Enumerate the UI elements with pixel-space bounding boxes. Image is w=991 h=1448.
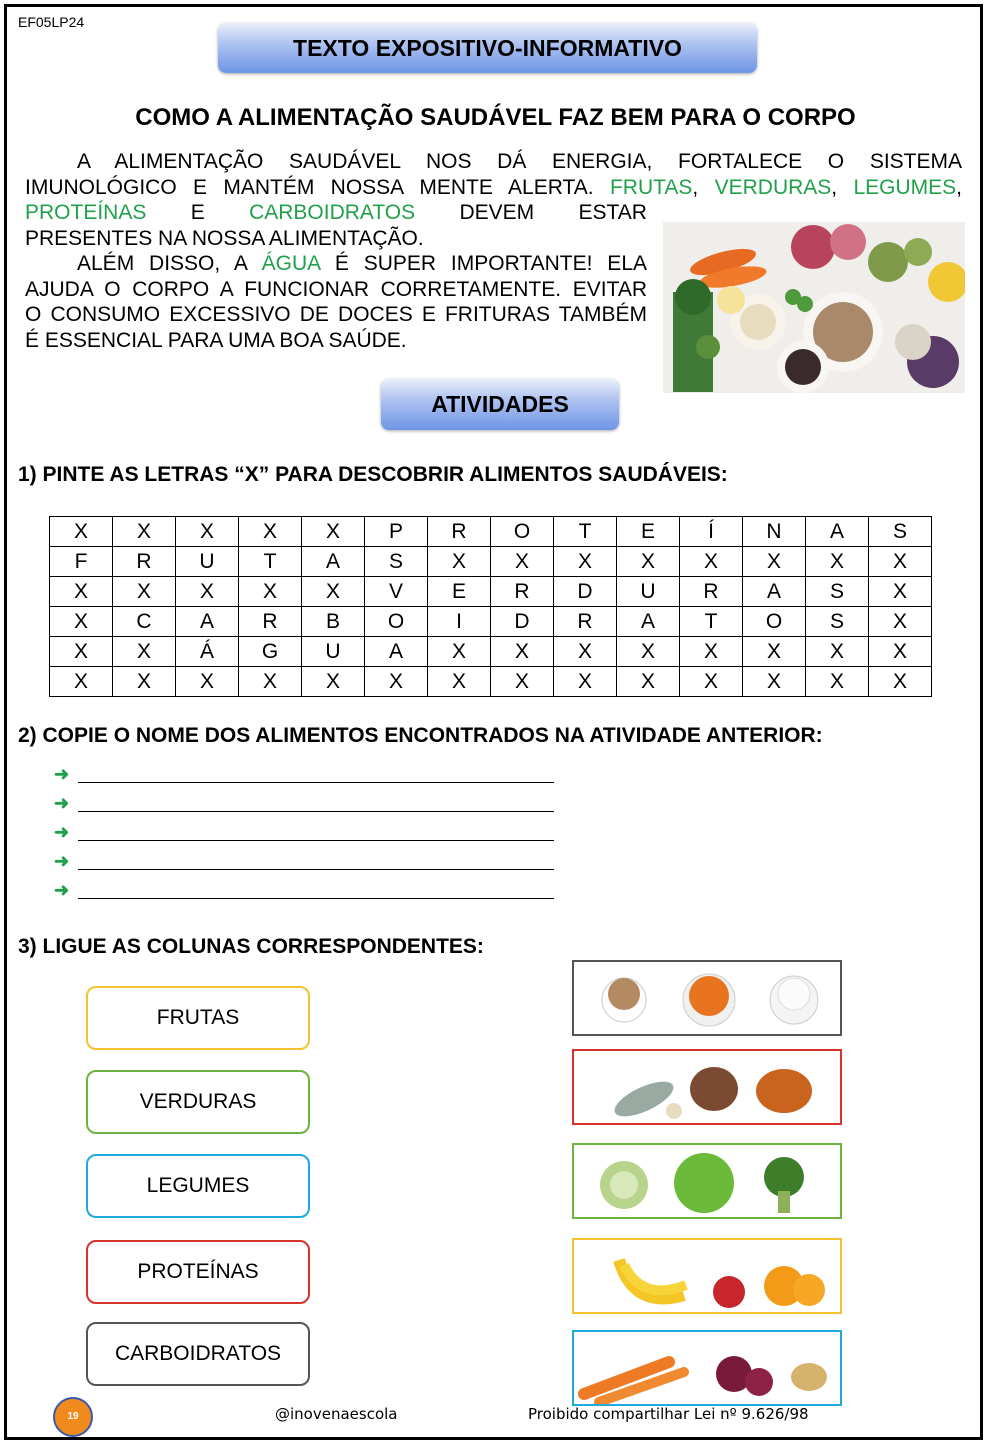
arrow-icon: ➜ <box>54 851 70 871</box>
grid-cell[interactable]: A <box>617 607 680 637</box>
grid-row <box>50 547 932 577</box>
grid-cell[interactable]: X <box>680 667 743 697</box>
word-legumes: LEGUMES <box>853 175 957 199</box>
grid-cell[interactable]: X <box>50 667 113 697</box>
grid-cell[interactable]: E <box>617 517 680 547</box>
text-line: PROTEÍNAS E CARBOIDRATOS DEVEM ESTAR <box>25 201 647 224</box>
text-line: É ESSENCIAL PARA UMA BOA SAÚDE. <box>25 328 407 352</box>
grid-cell[interactable]: R <box>491 577 554 607</box>
grid-cell[interactable]: R <box>113 547 176 577</box>
grid-cell[interactable]: X <box>743 667 806 697</box>
grid-cell[interactable]: X <box>302 517 365 547</box>
question-1: 1) PINTE AS LETRAS “X” PARA DESCOBRIR ALIMENTOS SAUDÁVEIS: <box>18 463 728 486</box>
grid-cell[interactable]: X <box>176 517 239 547</box>
grid-cell[interactable]: X <box>743 547 806 577</box>
grid-cell[interactable]: X <box>113 667 176 697</box>
grid-cell[interactable]: X <box>491 547 554 577</box>
grid-cell[interactable]: O <box>743 607 806 637</box>
grid-cell[interactable]: U <box>302 637 365 667</box>
grid-cell[interactable]: X <box>113 577 176 607</box>
grid-cell[interactable]: X <box>869 607 932 637</box>
arrow-icon: ➜ <box>54 793 70 813</box>
text-line: A ALIMENTAÇÃO SAUDÁVEL NOS DÁ ENERGIA, FORTALECE O SISTEMA <box>77 150 962 173</box>
grid-cell[interactable]: B <box>302 607 365 637</box>
grid-cell[interactable]: X <box>239 577 302 607</box>
grid-cell[interactable]: X <box>491 667 554 697</box>
grid-cell[interactable]: X <box>617 637 680 667</box>
grid-cell[interactable]: X <box>428 637 491 667</box>
grid-cell[interactable]: N <box>743 517 806 547</box>
grid-cell[interactable]: E <box>428 577 491 607</box>
grid-cell[interactable]: X <box>869 577 932 607</box>
grid-cell[interactable]: F <box>50 547 113 577</box>
text-line: AJUDA O CORPO A FUNCIONAR CORRETAMENTE. EVITAR <box>25 277 647 301</box>
grid-cell[interactable]: R <box>239 607 302 637</box>
grid-cell[interactable]: X <box>428 547 491 577</box>
grid-cell[interactable]: P <box>365 517 428 547</box>
grid-cell[interactable]: X <box>617 547 680 577</box>
grid-cell[interactable]: S <box>806 607 869 637</box>
legumes-picture[interactable] <box>572 1330 842 1406</box>
grid-cell[interactable]: T <box>239 547 302 577</box>
grid-cell[interactable]: X <box>554 667 617 697</box>
word-frutas: FRUTAS <box>609 175 693 199</box>
grid-cell[interactable]: X <box>806 637 869 667</box>
grid-cell[interactable]: O <box>491 517 554 547</box>
grid-cell[interactable]: X <box>365 667 428 697</box>
footer-handle: @inovenaescola <box>275 1405 398 1423</box>
word-verduras: VERDURAS <box>714 175 832 199</box>
grid-cell[interactable]: X <box>50 517 113 547</box>
grid-cell[interactable]: X <box>680 547 743 577</box>
grid-cell[interactable]: A <box>365 637 428 667</box>
category-box-verduras[interactable]: VERDURAS <box>86 1070 310 1134</box>
article-title: COMO A ALIMENTAÇÃO SAUDÁVEL FAZ BEM PARA O CORPO <box>135 104 856 131</box>
arrow-icon: ➜ <box>54 764 70 784</box>
grid-cell[interactable]: D <box>554 577 617 607</box>
grid-cell[interactable]: I <box>428 607 491 637</box>
grid-cell[interactable]: C <box>113 607 176 637</box>
footer-notice: Proibido compartilhar Lei nº 9.626/98 <box>528 1405 809 1423</box>
proteins-picture[interactable] <box>572 1049 842 1125</box>
grid-row <box>50 607 932 637</box>
grid-cell[interactable]: A <box>176 607 239 637</box>
fruits-picture[interactable] <box>572 1238 842 1314</box>
grid-cell[interactable]: A <box>743 577 806 607</box>
logo: 19 <box>53 1397 93 1437</box>
vegetables-picture[interactable] <box>572 1143 842 1219</box>
grid-cell[interactable]: X <box>869 637 932 667</box>
grid-cell[interactable]: X <box>554 637 617 667</box>
text-line: PRESENTES NA NOSSA ALIMENTAÇÃO. <box>25 226 424 250</box>
grid-cell[interactable]: X <box>50 607 113 637</box>
grid-cell[interactable]: X <box>491 637 554 667</box>
word-agua: ÁGUA <box>261 252 320 275</box>
grid-cell[interactable]: R <box>680 577 743 607</box>
arrow-icon: ➜ <box>54 822 70 842</box>
category-box-carboidratos[interactable]: CARBOIDRATOS <box>86 1322 310 1386</box>
grid-cell[interactable]: T <box>680 607 743 637</box>
word-carboidratos: CARBOIDRATOS <box>249 201 416 224</box>
grid-cell[interactable]: X <box>554 547 617 577</box>
grid-cell[interactable]: G <box>239 637 302 667</box>
grid-cell[interactable]: D <box>491 607 554 637</box>
grid-row <box>50 577 932 607</box>
grid-cell[interactable]: X <box>239 517 302 547</box>
grid-cell[interactable]: S <box>869 517 932 547</box>
grid-cell[interactable]: A <box>302 547 365 577</box>
grid-cell[interactable]: X <box>113 517 176 547</box>
grid-cell[interactable]: S <box>806 577 869 607</box>
grid-cell[interactable]: R <box>428 517 491 547</box>
healthy-food-photo <box>663 222 965 393</box>
grid-cell[interactable]: V <box>365 577 428 607</box>
grid-cell[interactable]: X <box>176 577 239 607</box>
grid-cell[interactable]: T <box>554 517 617 547</box>
grid-cell[interactable]: X <box>680 637 743 667</box>
word-proteinas: PROTEÍNAS <box>25 201 147 224</box>
grid-cell[interactable]: X <box>302 577 365 607</box>
letter-grid <box>49 516 932 697</box>
text-line: ALÉM DISSO, A ÁGUA É SUPER IMPORTANTE! ELA <box>77 252 648 275</box>
grid-cell[interactable]: O <box>365 607 428 637</box>
grid-cell[interactable]: X <box>617 667 680 697</box>
grid-cell[interactable]: Á <box>176 637 239 667</box>
grid-cell[interactable]: U <box>176 547 239 577</box>
grid-cell[interactable]: X <box>806 667 869 697</box>
grid-cell[interactable]: Í <box>680 517 743 547</box>
category-box-proteínas[interactable]: PROTEÍNAS <box>86 1240 310 1304</box>
title-banner: TEXTO EXPOSITIVO-INFORMATIVO <box>218 23 757 73</box>
grid-cell[interactable]: X <box>239 667 302 697</box>
grid-cell[interactable]: X <box>113 637 176 667</box>
question-3: 3) LIGUE AS COLUNAS CORRESPONDENTES: <box>18 935 484 958</box>
category-box-legumes[interactable]: LEGUMES <box>86 1154 310 1218</box>
grid-row <box>50 637 932 667</box>
question-2: 2) COPIE O NOME DOS ALIMENTOS ENCONTRADOS NA ATIVIDADE ANTERIOR: <box>18 724 823 747</box>
grid-row <box>50 667 932 697</box>
grid-cell[interactable]: A <box>806 517 869 547</box>
activities-banner: ATIVIDADES <box>381 379 619 430</box>
grid-cell[interactable]: X <box>50 637 113 667</box>
category-box-frutas[interactable]: FRUTAS <box>86 986 310 1050</box>
grid-cell[interactable]: X <box>806 547 869 577</box>
grid-cell[interactable]: X <box>869 547 932 577</box>
skill-code: EF05LP24 <box>18 14 85 30</box>
text-line: IMUNOLÓGICO E MANTÉM NOSSA MENTE ALERTA. FRUTAS, VERDURAS, LEGUMES, <box>25 175 963 199</box>
grid-row <box>50 517 932 547</box>
grid-cell[interactable]: S <box>365 547 428 577</box>
grid-cell[interactable]: U <box>617 577 680 607</box>
grid-cell[interactable]: X <box>302 667 365 697</box>
text-line: O CONSUMO EXCESSIVO DE DOCES E FRITURAS TAMBÉM <box>25 303 647 326</box>
grid-cell[interactable]: X <box>50 577 113 607</box>
arrow-icon: ➜ <box>54 880 70 900</box>
grid-cell[interactable]: R <box>554 607 617 637</box>
grid-cell[interactable]: X <box>428 667 491 697</box>
grid-cell[interactable]: X <box>743 637 806 667</box>
carbs-picture[interactable] <box>572 960 842 1036</box>
grid-cell[interactable]: X <box>176 667 239 697</box>
grid-cell[interactable]: X <box>869 667 932 697</box>
